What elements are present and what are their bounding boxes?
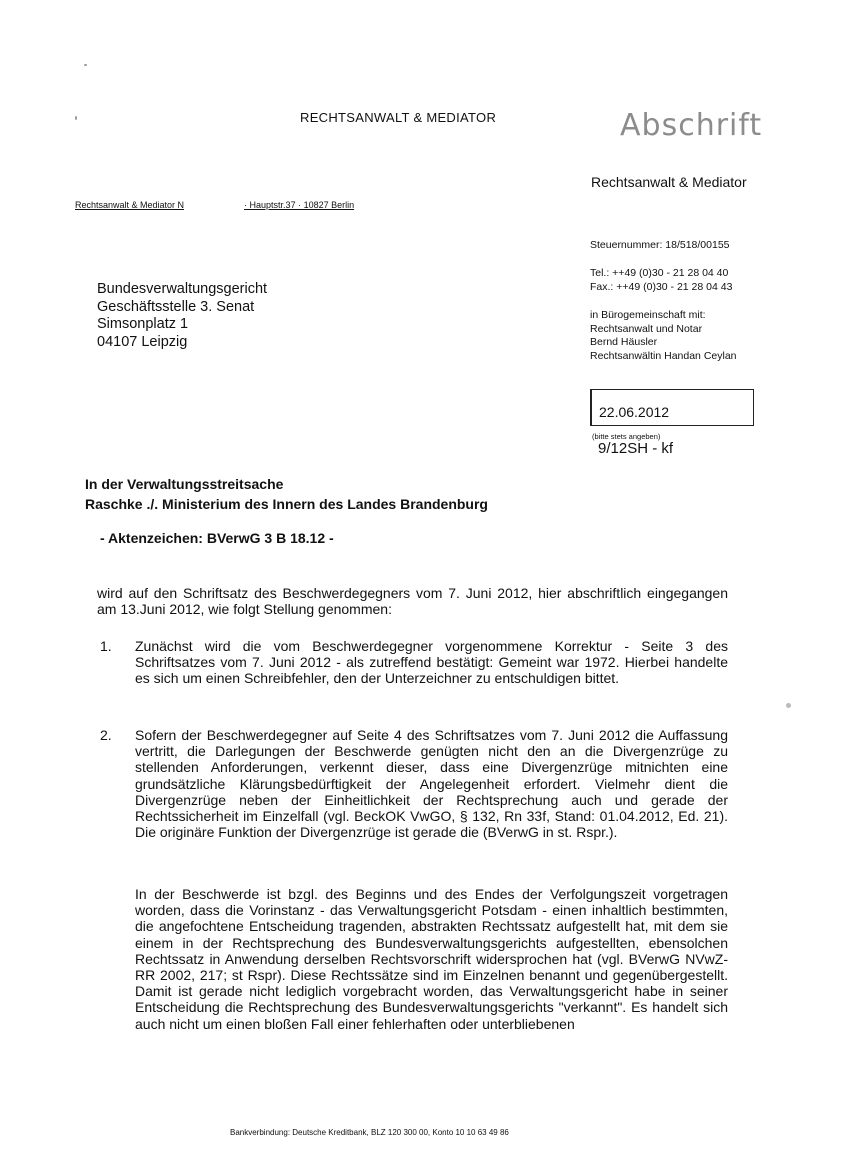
copy-stamp: Abschrift: [620, 108, 763, 143]
sender-role: Rechtsanwalt & Mediator: [591, 174, 747, 190]
scan-speck: [75, 116, 77, 120]
letter-date: 22.06.2012: [599, 404, 670, 420]
partner-name: Bernd Häusler: [590, 336, 658, 348]
bank-details-footer: Bankverbindung: Deutsche Kreditbank, BLZ 120 300 00, Konto 10 10 63 49 86: [230, 1128, 509, 1137]
recipient-line: 04107 Leipzig: [97, 333, 188, 350]
phone-fax-block: [590, 267, 732, 294]
partner-second: Rechtsanwältin Handan Ceylan: [590, 349, 737, 362]
list-item-text: Zunächst wird die vom Beschwerdegegner vorgenommene Korrektur - Seite 3 des Schriftsatzes vom 7. Juni 2012 - als zutreffend bestätigt: Gemeint war 1972. Hierbei handelte es sich um einen Schreibfehler, den der Unterzeichner zu entschuldigen bittet.: [135, 638, 728, 687]
scan-speck: [786, 703, 791, 708]
letterhead-title: RECHTSANWALT & MEDIATOR: [300, 110, 497, 125]
sender-line-right: · Hauptstr.37 · 10827 Berlin: [244, 200, 355, 210]
recipient-line: Bundesverwaltungsgericht: [97, 281, 268, 297]
recipient-line: Geschäftsstelle 3. Senat: [97, 298, 255, 315]
partnership-intro: in Bürogemeinschaft mit:: [590, 309, 706, 321]
list-item-number: 1.: [100, 638, 112, 654]
list-item-number: 2.: [100, 727, 112, 743]
recipient-line: Simsonplatz 1: [97, 316, 189, 332]
recipient-address: [97, 281, 267, 351]
reference-hint: (bitte stets angeben): [592, 432, 661, 441]
fax-number: Fax.: ++49 (0)30 - 21 28 04 43: [590, 280, 733, 293]
file-reference: - Aktenzeichen: BVerwG 3 B 18.12 -: [100, 530, 334, 546]
phone-number: Tel.: ++49 (0)30 - 21 28 04 40: [590, 267, 729, 279]
subject-line: In der Verwaltungsstreitsache: [85, 476, 284, 492]
partnership-block: [590, 309, 737, 363]
subject-parties: Raschke ./. Ministerium des Innern des Landes Brandenburg: [85, 496, 488, 512]
tax-number: Steuernummer: 18/518/00155: [590, 239, 730, 251]
sender-return-address: [75, 200, 354, 210]
sender-line-left: Rechtsanwalt & Mediator N: [75, 200, 185, 210]
body-paragraph: In der Beschwerde ist bzgl. des Beginns und des Endes der Verfolgungszeit vorgetragen worden, dass die Vorinstanz - das Verwaltungsgericht Potsdam - einen inhaltlich bestimmten, die angefochtene Entscheidung tragenden, abstrakten Rechtssatz aufgestellt hat, mit dem sie einem in der Rechtsprechung des Bundesverwaltungsgerichts aufgestellten, ebensolchen Rechtssatz in Anwendung derselben Rechtsvorschrift widersprochen hat (vgl. BVerwG NVwZ-RR 2002, 217; st Rspr). Diese Rechtssätze sind im Einzelnen benannt und gegenübergestellt. Damit ist gerade nicht lediglich vorgebracht worden, das Verwaltungsgericht habe in seiner Entscheidung die Rechtsprechung des Bundesverwaltungsgerichts "verkannt". Es handelt sich auch nicht um einen bloßen Fall einer fehlerhaften oder unterbliebenen: [135, 886, 728, 1032]
list-item-text: Sofern der Beschwerdegegner auf Seite 4 des Schriftsatzes vom 7. Juni 2012 die Auffassung vertritt, die Darlegungen der Beschwerde genügten nicht den an die Divergenzrüge zu stellenden Anforderungen, verkennt dieser, dass eine Divergenzrüge mitnichten eine grundsätzliche Klärungsbedürftigkeit der Angelegenheit erfordert. Vielmehr dient die Divergenzrüge neben der Einheitlichkeit der Rechtsprechung auch und gerade der Rechtssicherheit im Einzelfall (vgl. BeckOK VwGO, § 132, Rn 33f, Stand: 01.04.2012, Ed. 21). Die originäre Funktion der Divergenzrüge ist gerade die (BVerwG in st. Rspr.).: [135, 727, 728, 841]
date-box: [590, 389, 754, 426]
partner-title: Rechtsanwalt und Notar: [590, 322, 703, 335]
intro-paragraph: wird auf den Schriftsatz des Beschwerdegegners vom 7. Juni 2012, hier abschriftlich eingegangen am 13.Juni 2012, wie folgt Stellung genommen:: [97, 585, 728, 618]
reference-number: 9/12SH - kf: [598, 440, 674, 457]
subject-block: [85, 474, 488, 514]
scan-speck: [84, 64, 87, 66]
